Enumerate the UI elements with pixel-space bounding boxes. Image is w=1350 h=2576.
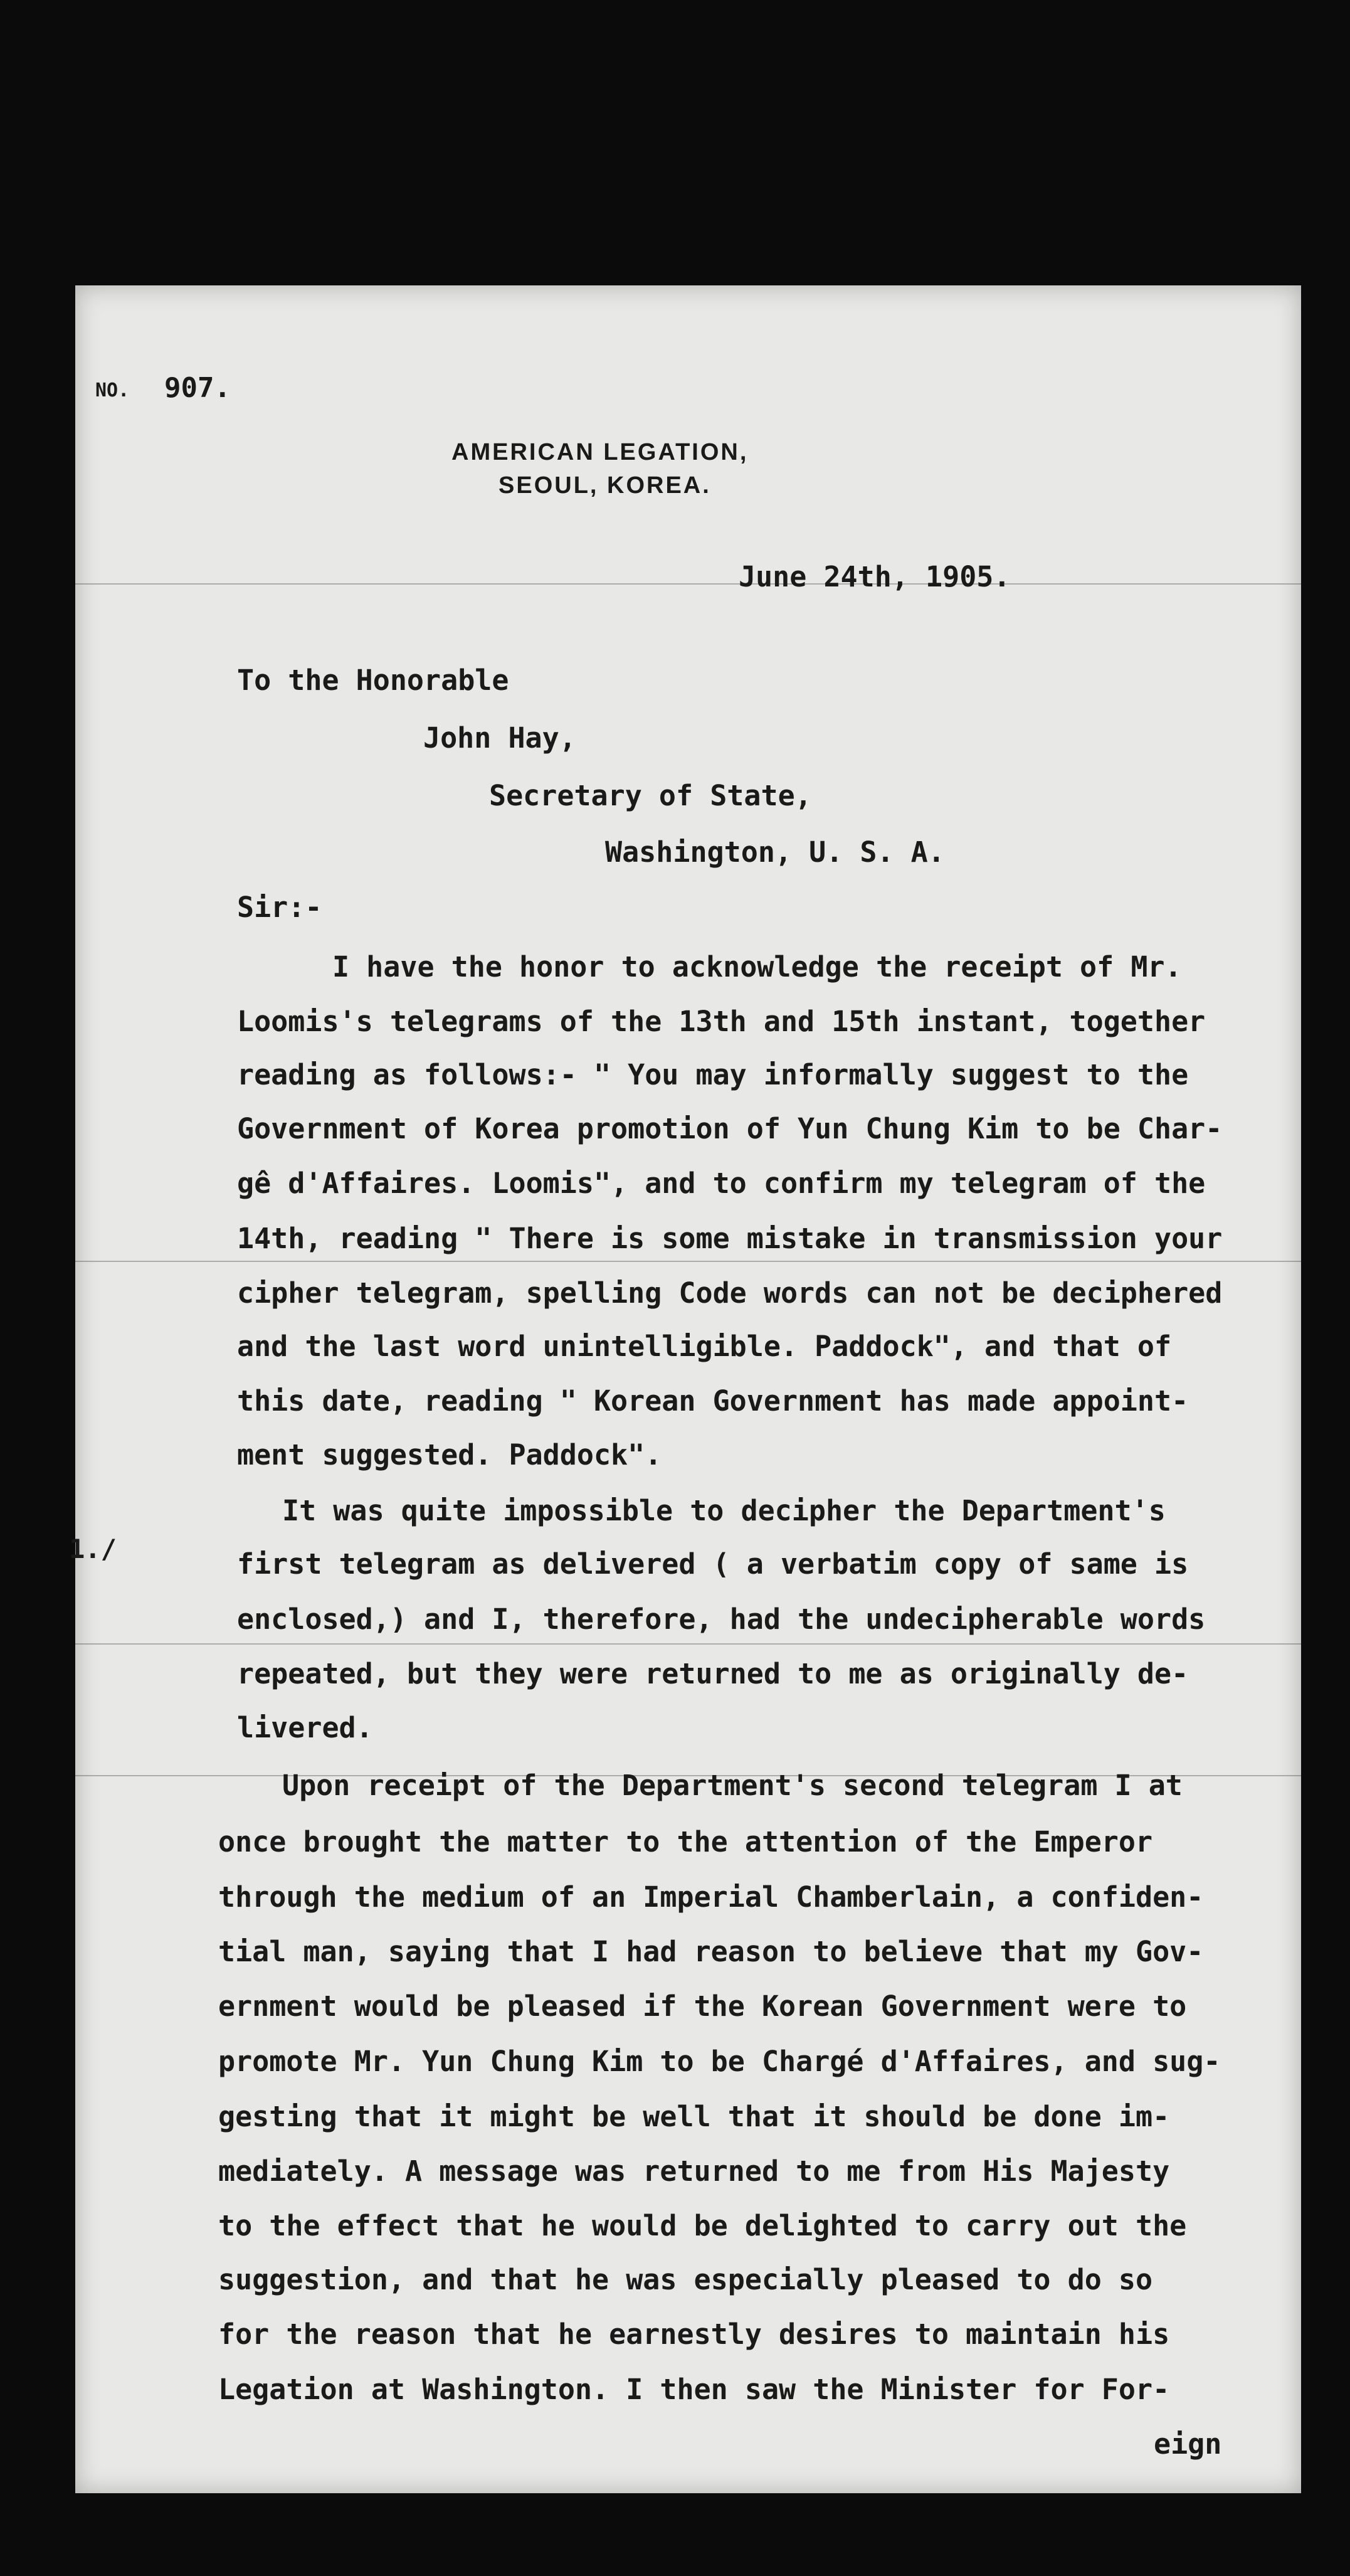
letterhead-line-1: AMERICAN LEGATION, bbox=[451, 439, 749, 465]
body-line: ment suggested. Paddock". bbox=[237, 1438, 662, 1471]
body-line: first telegram as delivered ( a verbatim copy of same is bbox=[237, 1547, 1189, 1581]
body-line: It was quite impossible to decipher the Department's bbox=[282, 1494, 1166, 1527]
body-line: through the medium of an Imperial Chamberlain, a confiden- bbox=[218, 1880, 1204, 1914]
address-line-1: To the Honorable bbox=[237, 664, 509, 697]
number-value: 907. bbox=[164, 372, 231, 404]
body-line: and the last word unintelligible. Paddock", and that of bbox=[237, 1330, 1172, 1363]
body-line: cipher telegram, spelling Code words can not be deciphered bbox=[237, 1276, 1223, 1310]
body-line: suggestion, and that he was especially pleased to do so bbox=[218, 2263, 1153, 2296]
letter-date: June 24th, 1905. bbox=[739, 560, 1011, 593]
body-line: ernment would be pleased if the Korean Government were to bbox=[218, 1990, 1187, 2023]
body-line: for the reason that he earnestly desires to maintain his bbox=[218, 2318, 1170, 2351]
body-line: tial man, saying that I had reason to believe that my Gov- bbox=[218, 1935, 1204, 1968]
body-line: I have the honor to acknowledge the receipt of Mr. bbox=[332, 950, 1182, 983]
body-line: 14th, reading " There is some mistake in transmission your bbox=[237, 1222, 1223, 1255]
address-line-3: Secretary of State, bbox=[489, 779, 812, 812]
body-line: gesting that it might be well that it should be done im- bbox=[218, 2100, 1170, 2133]
ruled-line bbox=[75, 1643, 1301, 1645]
body-line: Loomis's telegrams of the 13th and 15th instant, together bbox=[237, 1005, 1206, 1038]
letterhead-line-2: SEOUL, KOREA. bbox=[498, 472, 711, 499]
body-line: this date, reading " Korean Government has made appoint- bbox=[237, 1384, 1189, 1418]
margin-enclosure-note: 1./ bbox=[69, 1534, 117, 1564]
number-label: NO. bbox=[95, 379, 130, 401]
body-line: livered. bbox=[237, 1711, 373, 1744]
ruled-line bbox=[75, 583, 1301, 585]
body-line: Upon receipt of the Department's second telegram I at bbox=[282, 1769, 1183, 1802]
body-line: repeated, but they were returned to me as originally de- bbox=[237, 1657, 1189, 1690]
address-line-4: Washington, U. S. A. bbox=[605, 835, 945, 869]
ruled-line bbox=[75, 1261, 1301, 1262]
document-page bbox=[69, 285, 1301, 2493]
body-line: mediately. A message was returned to me from His Majesty bbox=[218, 2155, 1170, 2188]
body-line: gê d'Affaires. Loomis", and to confirm my telegram of the bbox=[237, 1167, 1206, 1200]
body-line: reading as follows:- " You may informally suggest to the bbox=[237, 1058, 1189, 1091]
salutation: Sir:- bbox=[237, 891, 322, 924]
body-line: Government of Korea promotion of Yun Chung Kim to be Char- bbox=[237, 1112, 1223, 1145]
body-line: Legation at Washington. I then saw the Minister for For- bbox=[218, 2373, 1170, 2406]
body-line: eign bbox=[1154, 2427, 1222, 2461]
body-line: enclosed,) and I, therefore, had the undecipherable words bbox=[237, 1603, 1206, 1636]
body-line: promote Mr. Yun Chung Kim to be Chargé d'Affaires, and sug- bbox=[218, 2045, 1221, 2078]
body-line: once brought the matter to the attention of the Emperor bbox=[218, 1825, 1153, 1858]
address-line-2: John Hay, bbox=[423, 721, 576, 755]
body-line: to the effect that he would be delighted to carry out the bbox=[218, 2209, 1187, 2242]
